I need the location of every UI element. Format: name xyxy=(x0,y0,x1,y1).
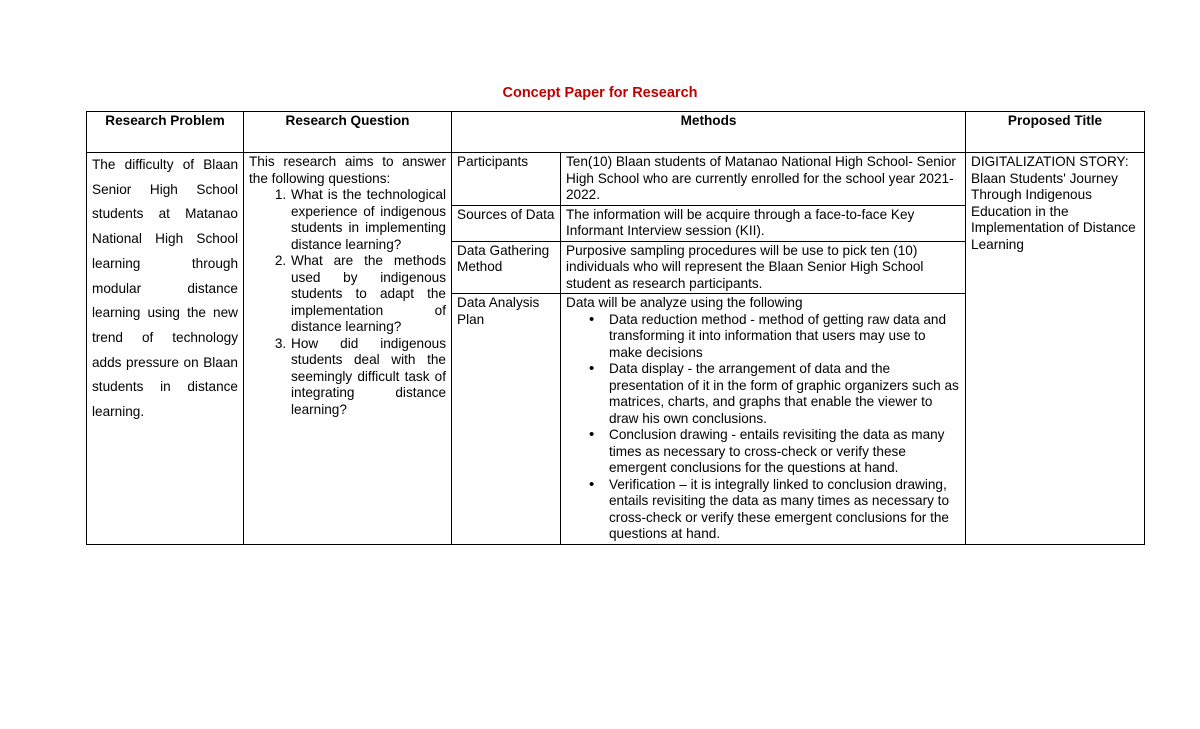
method-text-participants: Ten(10) Blaan students of Matanao National High School- Senior High School who are currently enrolled for the school year 2021-2022. xyxy=(561,153,966,206)
method-label-sources: Sources of Data xyxy=(452,205,561,241)
analysis-bullet: • Data display - the arrangement of data and the presentation of it in the form of graphic organizers such as matrices, charts, and graphs that enable the viewer to draw his own conclusions. xyxy=(609,361,960,427)
research-question-item: 2. What are the methods used by indigenous students to adapt the implementation of distance learning? xyxy=(290,253,446,336)
method-text-gathering: Purposive sampling procedures will be use to pick ten (10) individuals who will represent the Blaan Senior High School student as research participants. xyxy=(561,241,966,294)
research-question-intro: This research aims to answer the following questions: xyxy=(249,154,446,186)
analysis-bullet: • Verification – it is integrally linked to conclusion drawing, entails revisiting the data as many times as necessary to cross-check or verify these emergent conclusions for the questions at hand. xyxy=(609,477,960,543)
concept-paper-table xyxy=(86,111,1145,545)
header-methods: Methods xyxy=(452,112,966,153)
header-research-problem: Research Problem xyxy=(87,112,244,153)
research-problem-cell xyxy=(87,153,244,545)
analysis-bullet: • Data reduction method - method of getting raw data and transforming it into information that users may use to make decisions xyxy=(609,312,960,362)
document-title: Concept Paper for Research xyxy=(502,85,698,101)
method-text-analysis xyxy=(561,294,966,545)
analysis-intro: Data will be analyze using the following xyxy=(566,295,803,310)
header-row xyxy=(87,112,1145,153)
analysis-bullet: • Conclusion drawing - entails revisiting the data as many times as necessary to cross-check or verify these emergent conclusions for the questions at hand. xyxy=(609,427,960,477)
method-label-participants: Participants xyxy=(452,153,561,206)
proposed-title-text: DIGITALIZATION STORY: Blaan Students' Journey Through Indigenous Education in the Implementation of Distance Learning xyxy=(971,154,1136,252)
method-label-analysis: Data Analysis Plan xyxy=(452,294,561,545)
research-question-item: 3. How did indigenous students deal with the seemingly difficult task of integrating distance learning? xyxy=(290,336,446,419)
research-question-list xyxy=(249,187,446,418)
header-research-question: Research Question xyxy=(244,112,452,153)
analysis-bullet-list xyxy=(566,312,960,543)
method-text-sources: The information will be acquire through a face-to-face Key Informant Interview session (KII). xyxy=(561,205,966,241)
research-question-item: 1. What is the technological experience of indigenous students in implementing distance learning? xyxy=(290,187,446,253)
proposed-title-cell xyxy=(966,153,1145,545)
methods-row-participants xyxy=(87,153,1145,206)
method-label-gathering: Data Gathering Method xyxy=(452,241,561,294)
research-problem-text: The difficulty of Blaan Senior High School students at Matanao National High School learning through modular distance learning using the new trend of technology adds pressure on Blaan students in distance learning. xyxy=(92,157,238,420)
research-question-cell xyxy=(244,153,452,545)
header-proposed-title: Proposed Title xyxy=(966,112,1145,153)
